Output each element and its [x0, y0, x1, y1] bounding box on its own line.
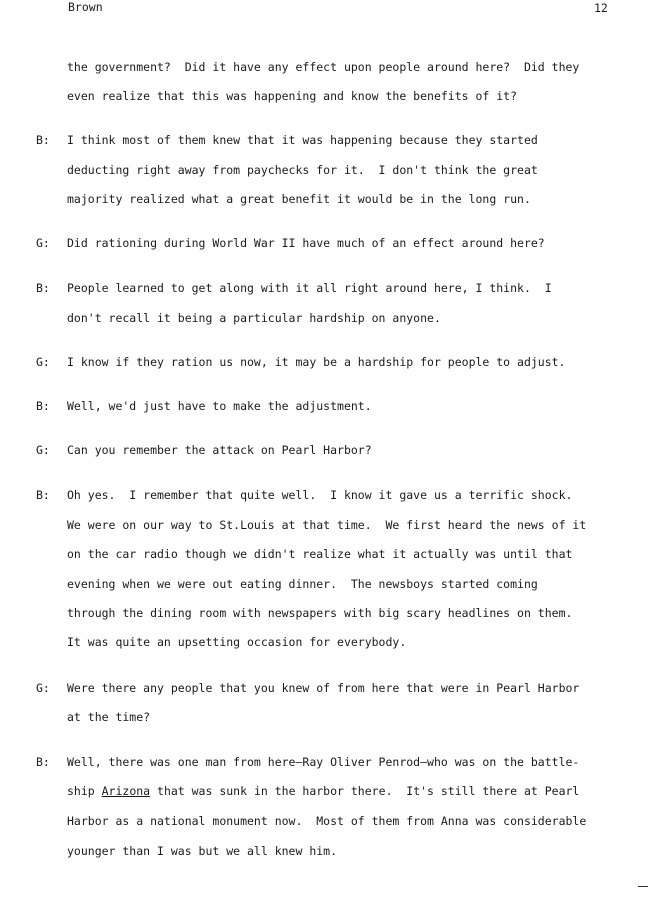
page-edge-mark — [638, 886, 648, 887]
speaker-label: G: — [36, 236, 50, 250]
speaker-label: G: — [36, 681, 50, 695]
speaker-label: B: — [36, 281, 50, 295]
paragraph-line: We were on our way to St.Louis at that time. We first heard the news of it — [67, 518, 587, 532]
header-interviewee-name: Brown — [68, 0, 103, 14]
paragraph-line: People learned to get along with it all right around here, I think. I — [67, 281, 552, 295]
paragraph-line: Well, there was one man from here—Ray Oliver Penrod—who was on the battle- — [67, 755, 580, 769]
paragraph-line: even realize that this was happening and know the benefits of it? — [67, 89, 518, 103]
paragraph-line: I think most of them knew that it was happening because they started — [67, 133, 538, 147]
paragraph-line: evening when we were out eating dinner. The newsboys started coming — [67, 577, 538, 591]
paragraph-line: the government? Did it have any effect upon people around here? Did they — [67, 60, 580, 74]
speaker-label: G: — [36, 443, 50, 457]
paragraph-line: Did rationing during World War II have much of an effect around here? — [67, 236, 545, 250]
speaker-label: G: — [36, 355, 50, 369]
speaker-label: B: — [36, 399, 50, 413]
speaker-label: B: — [36, 488, 50, 502]
paragraph-line: at the time? — [67, 710, 151, 724]
paragraph-line: through the dining room with newspapers with big scary headlines on them. — [67, 606, 573, 620]
paragraph-line: Were there any people that you knew of from here that were in Pearl Harbor — [67, 681, 580, 695]
paragraph-line: Oh yes. I remember that quite well. I know it gave us a terrific shock. — [67, 488, 573, 502]
speaker-label: B: — [36, 755, 50, 769]
speaker-label: B: — [36, 133, 50, 147]
paragraph-line: don't recall it being a particular hardship on anyone. — [67, 311, 441, 325]
paragraph-line: Well, we'd just have to make the adjustment. — [67, 399, 372, 413]
paragraph-line: deducting right away from paychecks for it. I don't think the great — [67, 163, 538, 177]
paragraph-line-ship — [67, 784, 579, 798]
paragraph-line: younger than I was but we all knew him. — [67, 844, 338, 858]
paragraph-line: majority realized what a great benefit it would be in the long run. — [67, 192, 531, 206]
paragraph-line: It was quite an upsetting occasion for everybody. — [67, 635, 407, 649]
ship-line-before: ship — [67, 784, 102, 798]
paragraph-line: Harbor as a national monument now. Most of them from Anna was considerable — [67, 814, 587, 828]
paragraph-line: I know if they ration us now, it may be a hardship for people to adjust. — [67, 355, 566, 369]
ship-name-arizona: Arizona — [101, 784, 151, 798]
paragraph-line: Can you remember the attack on Pearl Harbor? — [67, 443, 372, 457]
ship-line-after: that was sunk in the harbor there. It's still there at Pearl — [150, 784, 580, 798]
paragraph-line: on the car radio though we didn't realize what it actually was until that — [67, 547, 573, 561]
page-number: 12 — [594, 1, 608, 15]
